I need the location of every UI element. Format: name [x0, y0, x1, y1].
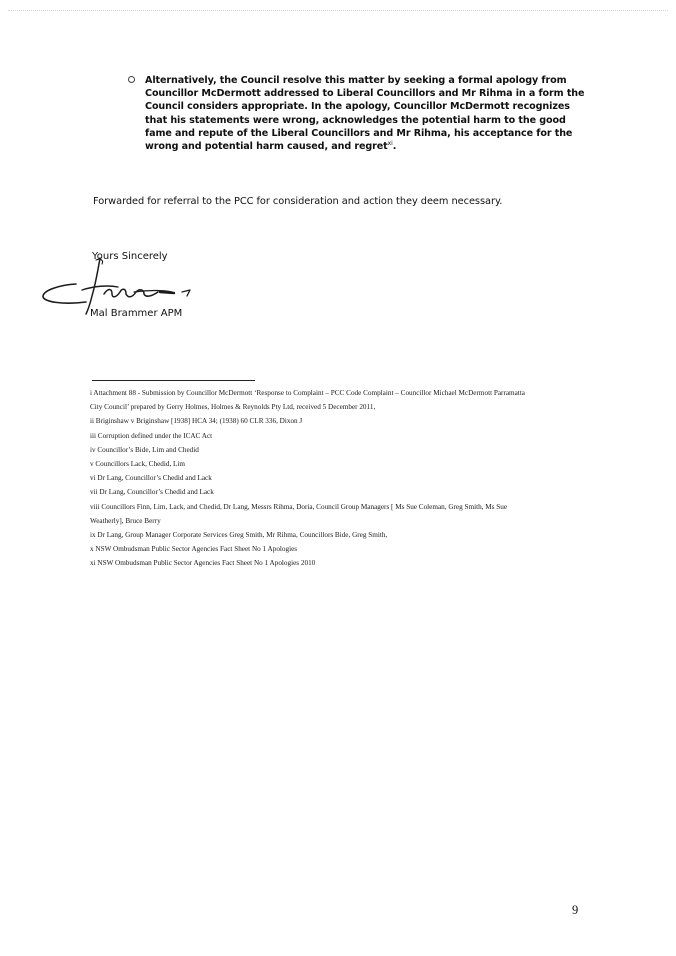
page-number: 9: [572, 903, 579, 917]
endnote-line: Weatherly], Bruce Berry: [90, 516, 161, 525]
endnote-line: City Council’ prepared by Gerry Holmes, Holmes & Reynolds Pty Ltd, received 5 December 2011,: [90, 403, 376, 412]
endnote-line: ii Briginshaw v Briginshaw [1938] HCA 34; (1938) 60 CLR 336, Dixon J: [90, 417, 303, 426]
endnote-line: xi NSW Ombudsman Public Sector Agencies Fact Sheet No 1 Apologies 2010: [90, 559, 316, 568]
endnote-line: v Councillors Lack, Chedid, Lim: [90, 460, 186, 469]
bullet-marker-icon: [128, 76, 135, 83]
endnote-line: i Attachment 88 - Submission by Councillor McDermott ‘Response to Complaint – PCC Code Complaint – Councillor Michael McDermott Parramatta: [90, 389, 525, 397]
endnote-reference[interactable]: xi: [387, 140, 393, 148]
recommendation-body: Alternatively, the Council resolve this matter by seeking a formal apology from Councillor McDermott addressed to Liberal Councillors and Mr Rihma in a form the Council considers appropriate. In the apology, Councillor McDermott recognizes that his statements were wrong, acknowledges the potential harm to the good fame and repute of the Liberal Councillors and Mr Rihma, his acceptance for the wrong and potential harm caused, and regret: [145, 75, 585, 153]
forward-statement: Forwarded for referral to the PCC for consideration and action they deem necessary.: [93, 196, 503, 207]
scan-border-line: [8, 10, 668, 12]
endnote-line: viii Councillors Finn, Lim, Lack, and Chedid, Dr Lang, Messrs Rihma, Doria, Council Group Managers [ Ms Sue Coleman, Greg Smith, Ms Sue: [90, 502, 508, 511]
endnote-line: iv Councillor’s Bide, Lim and Chedid: [90, 445, 199, 454]
sign-off: Yours Sincerely: [92, 251, 168, 262]
endnote-line: iii Corruption defined under the ICAC Act: [90, 431, 213, 440]
endnote-divider: [92, 380, 255, 381]
recommendation-text: [145, 74, 590, 153]
endnote-line: ix Dr Lang, Group Manager Corporate Services Greg Smith, Mr Rihma, Councillors Bide, Greg Smith,: [90, 531, 388, 540]
recommendation-end: .: [392, 141, 397, 153]
endnote-line: vi Dr Lang, Councillor’s Chedid and Lack: [90, 474, 212, 483]
signer-name: Mal Brammer APM: [90, 308, 183, 319]
endnote-line: vii Dr Lang, Councillor’s Chedid and Lack: [90, 488, 214, 497]
endnote-line: x NSW Ombudsman Public Sector Agencies Fact Sheet No 1 Apologies: [90, 545, 298, 554]
endnotes-list: [90, 386, 590, 571]
